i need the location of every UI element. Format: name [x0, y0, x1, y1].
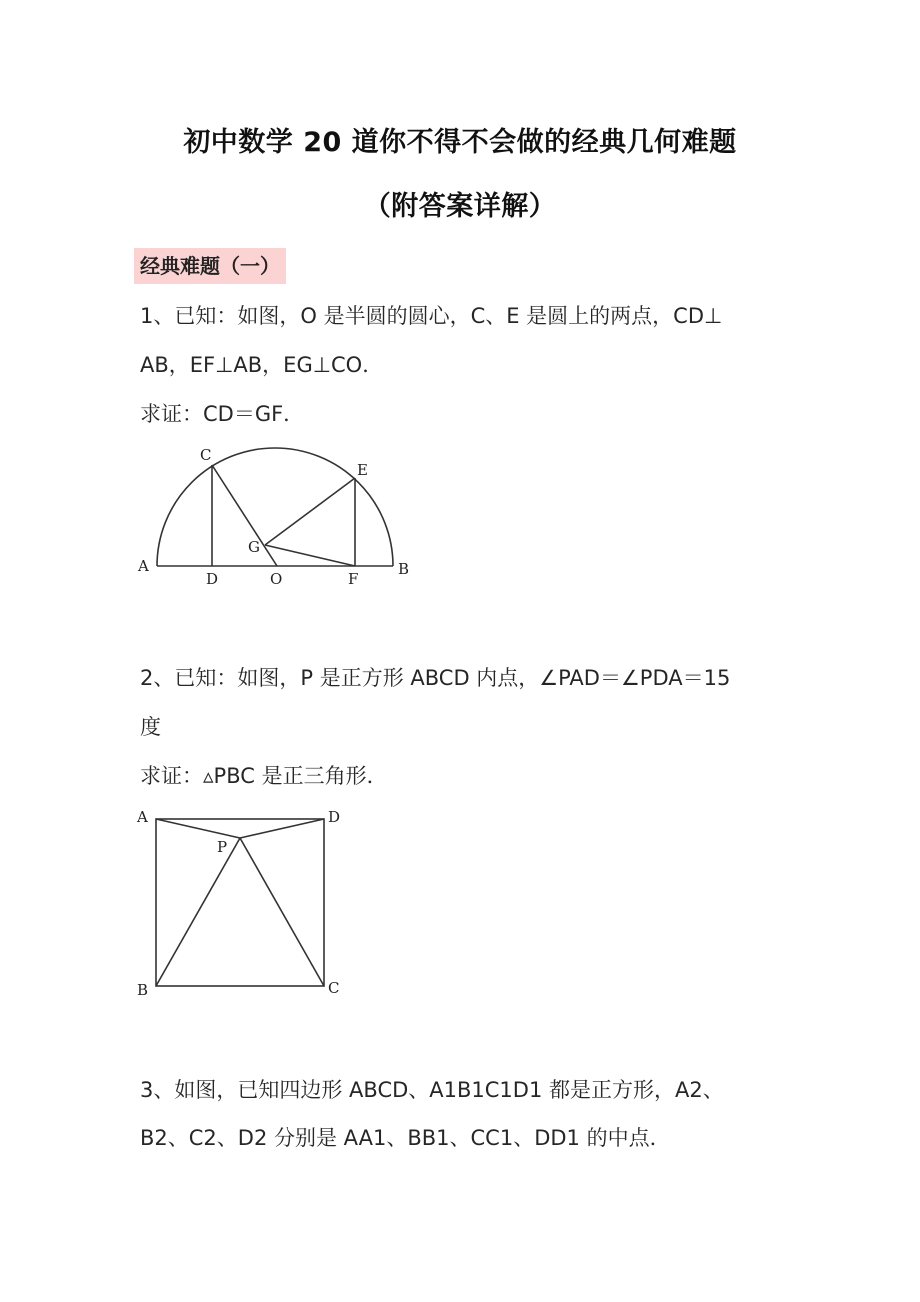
label-F: F: [348, 570, 359, 588]
label-C: C: [200, 446, 212, 464]
label-E: E: [357, 461, 368, 479]
problem-1-prove: 求证：CD＝GF．: [140, 402, 305, 426]
figure-square: [156, 819, 324, 986]
problem-3-line-2: B2、C2、D2 分别是 AA1、BB1、CC1、DD1 的中点．: [140, 1126, 671, 1150]
label-O: O: [270, 570, 283, 588]
label-sq-D: D: [328, 808, 341, 826]
label-G: G: [248, 538, 260, 556]
label-D: D: [206, 570, 219, 588]
problem-2-prove: 求证：▵PBC 是正三角形．: [140, 764, 388, 788]
problem-1-line-2: AB，EF⊥AB，EG⊥CO．: [140, 353, 384, 377]
problem-1-line-1: 1、已知：如图，O 是半圆的圆心，C、E 是圆上的两点，CD⊥: [140, 304, 723, 328]
document-title: 初中数学 20 道你不得不会做的经典几何难题: [183, 127, 737, 158]
problem-2-line-2: 度: [140, 715, 161, 739]
label-sq-P: P: [217, 838, 228, 856]
problem-2-line-1: 2、已知：如图，P 是正方形 ABCD 内点，∠PAD＝∠PDA＝15: [140, 666, 731, 690]
label-sq-A: A: [137, 808, 148, 826]
label-sq-C: C: [328, 979, 340, 997]
label-B: B: [398, 560, 410, 578]
label-sq-B: B: [137, 981, 149, 999]
section-heading: 经典难题（一）: [134, 248, 286, 284]
problem-3-line-1: 3、如图，已知四边形 ABCD、A1B1C1D1 都是正方形，A2、: [140, 1078, 724, 1102]
label-A: A: [138, 557, 149, 575]
document-subtitle: （附答案详解）: [363, 191, 557, 222]
